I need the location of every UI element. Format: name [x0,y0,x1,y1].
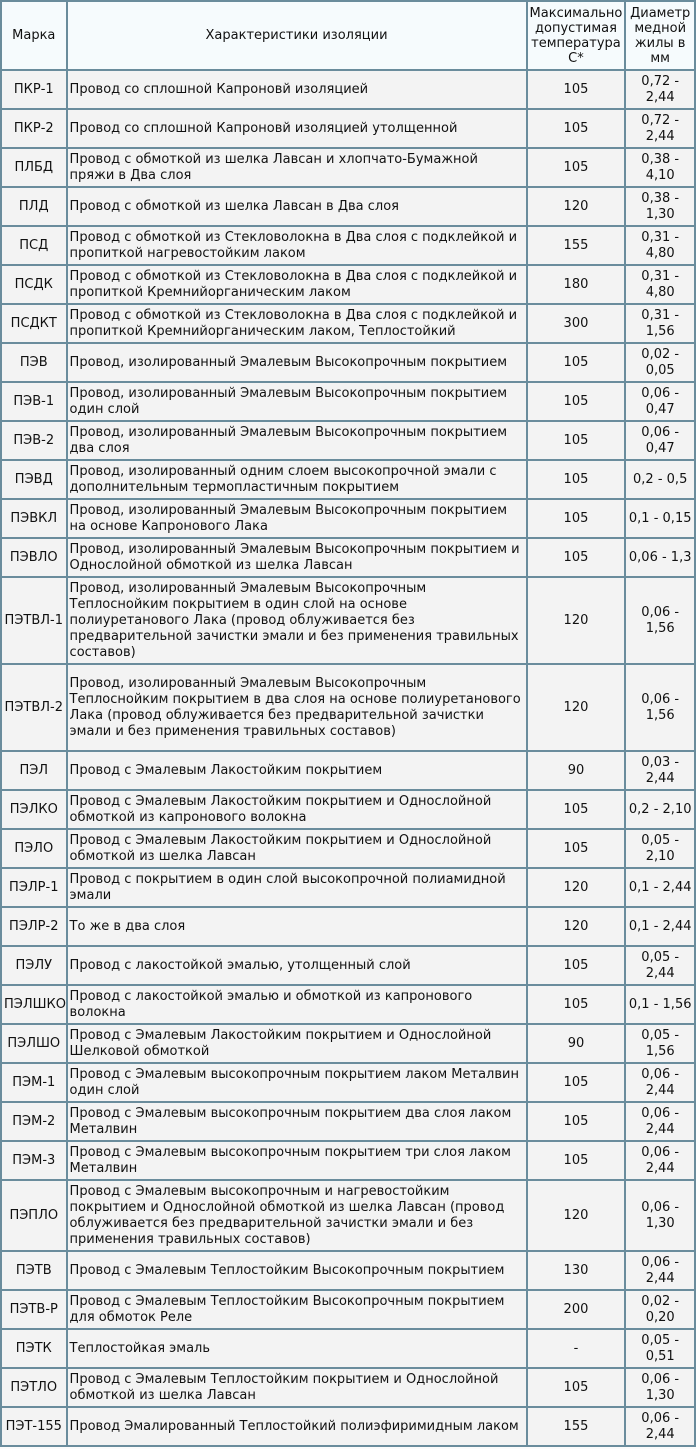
table-row [2,1064,694,1101]
table-row [2,266,694,303]
cell-diameter: 0,1 - 1,56 [626,986,694,1023]
cell-max-temperature: 105 [528,1064,625,1101]
cell-description: Провод, изолированный Эмалевым Высокопрочным покрытием два слоя [68,422,526,459]
cell-max-temperature: 155 [528,227,625,264]
table-row [2,422,694,459]
cell-diameter: 0,31 - 1,56 [626,305,694,342]
cell-description: Провод с обмоткой из шелка Лавсан и хлопчато-Бумажной пряжи в Два слоя [68,149,526,186]
cell-mark: ПЭВ-2 [2,422,66,459]
cell-description: Провод с Эмалевым Лакостойким покрытием и Однослойной обмоткой из капронового волокна [68,791,526,828]
cell-mark: ПЭЛР-1 [2,869,66,906]
cell-max-temperature: 120 [528,665,625,750]
cell-max-temperature: 105 [528,71,625,108]
table-row [2,752,694,789]
cell-mark: ПЭТВЛ-1 [2,578,66,663]
cell-description: Провод с Эмалевым Теплостойким Высокопрочным покрытием для обмоток Реле [68,1291,526,1328]
cell-description: Провод с Эмалевым Теплостойким Высокопрочным покрытием [68,1252,526,1289]
table-row [2,539,694,576]
cell-max-temperature: 120 [528,578,625,663]
table-row [2,1142,694,1179]
cell-description: Провод с Эмалевым Теплостойким покрытием и Однослойной обмоткой из шелка Лавсан [68,1369,526,1406]
cell-max-temperature: 120 [528,908,625,945]
cell-mark: ПЭЛ [2,752,66,789]
cell-max-temperature: 105 [528,1103,625,1140]
header-wire-diameter: Диаметр медной жилы в мм [626,2,694,69]
table-row [2,1408,694,1445]
cell-description: Провод со сплошной Капроновй изоляцией утолщенной [68,110,526,147]
table-row [2,500,694,537]
table-row [2,791,694,828]
cell-mark: ПЛД [2,188,66,225]
cell-max-temperature: 120 [528,869,625,906]
table-row [2,869,694,906]
cell-diameter: 0,1 - 0,15 [626,500,694,537]
cell-mark: ПЭТВ-Р [2,1291,66,1328]
cell-diameter: 0,06 - 1,30 [626,1181,694,1250]
cell-diameter: 0,05 - 2,10 [626,830,694,867]
cell-description: Провод со сплошной Капроновй изоляцией [68,71,526,108]
table-row [2,986,694,1023]
cell-diameter: 0,2 - 0,5 [626,461,694,498]
cell-max-temperature: 105 [528,947,625,984]
cell-max-temperature: 105 [528,383,625,420]
cell-mark: ПЭЛУ [2,947,66,984]
cell-max-temperature: 155 [528,1408,625,1445]
cell-description: Провод с обмоткой из Стекловолокна в Два слоя с подклейкой и пропиткой нагревостойким лаком [68,227,526,264]
cell-diameter: 0,06 - 2,44 [626,1064,694,1101]
cell-diameter: 0,03 - 2,44 [626,752,694,789]
cell-diameter: 0,2 - 2,10 [626,791,694,828]
cell-description: Провод, изолированный Эмалевым Высокопрочным Теплоснойким покрытием в два слоя на основе полиуретанового Лака (провод облуживается без предварительной зачистки эмали и без применения травильных составов) [68,665,526,750]
cell-diameter: 0,1 - 2,44 [626,869,694,906]
cell-mark: ПЭЛКО [2,791,66,828]
table-row [2,1103,694,1140]
table-row [2,1291,694,1328]
table-row [2,1330,694,1367]
cell-mark: ПСДКТ [2,305,66,342]
cell-max-temperature: 105 [528,830,625,867]
table-header-row [2,2,694,69]
cell-description: Провод, изолированный одним слоем высокопрочной эмали с дополнительным термопластичным покрытием [68,461,526,498]
cell-mark: ПЭВД [2,461,66,498]
cell-max-temperature: 130 [528,1252,625,1289]
cell-description: Провод с Эмалевым высокопрочным покрытием три слоя лаком Металвин [68,1142,526,1179]
cell-description: Провод, изолированный Эмалевым Высокопрочным покрытием один слой [68,383,526,420]
cell-diameter: 0,05 - 1,56 [626,1025,694,1062]
cell-description: Провод с Эмалевым Лакостойким покрытием и Однослойной Шелковой обмоткой [68,1025,526,1062]
header-max-temperature: Максимально допустимая температура С* [528,2,625,69]
cell-diameter: 0,1 - 2,44 [626,908,694,945]
cell-description: Провод с обмоткой из Стекловолокна в Два слоя с подклейкой и пропиткой Кремнийорганическим лаком [68,266,526,303]
cell-mark: ПСД [2,227,66,264]
cell-max-temperature: - [528,1330,625,1367]
table-row [2,1252,694,1289]
cell-description: Провод с Эмалевым высокопрочным покрытием два слоя лаком Металвин [68,1103,526,1140]
table-row [2,1369,694,1406]
cell-mark: ПЭЛО [2,830,66,867]
cell-mark: ПЭВЛО [2,539,66,576]
cell-diameter: 0,72 - 2,44 [626,110,694,147]
cell-diameter: 0,38 - 4,10 [626,149,694,186]
table-row [2,461,694,498]
cell-mark: ПКР-1 [2,71,66,108]
cell-mark: ПКР-2 [2,110,66,147]
cell-mark: ПЭПЛО [2,1181,66,1250]
table-row [2,110,694,147]
cell-mark: ПЭТВЛ-2 [2,665,66,750]
cell-diameter: 0,06 - 2,44 [626,1408,694,1445]
table-row [2,305,694,342]
cell-mark: ПЭТЛО [2,1369,66,1406]
cell-diameter: 0,06 - 1,30 [626,1369,694,1406]
cell-max-temperature: 105 [528,1142,625,1179]
cell-diameter: 0,06 - 1,56 [626,578,694,663]
cell-mark: ПЭМ-1 [2,1064,66,1101]
cell-diameter: 0,72 - 2,44 [626,71,694,108]
table-row [2,227,694,264]
cell-max-temperature: 105 [528,539,625,576]
header-mark: Марка [2,2,66,69]
cell-max-temperature: 180 [528,266,625,303]
cell-max-temperature: 200 [528,1291,625,1328]
cell-description: Провод с лакостойкой эмалью, утолщенный слой [68,947,526,984]
cell-max-temperature: 105 [528,500,625,537]
cell-max-temperature: 90 [528,752,625,789]
table-row [2,383,694,420]
cell-mark: ПЭМ-2 [2,1103,66,1140]
cell-description: Провод с Эмалевым Лакостойким покрытием [68,752,526,789]
cell-diameter: 0,38 - 1,30 [626,188,694,225]
cell-max-temperature: 105 [528,1369,625,1406]
cell-max-temperature: 300 [528,305,625,342]
cell-max-temperature: 105 [528,110,625,147]
cell-description: Провод Эмалированный Теплостойкий полиэфиримидным лаком [68,1408,526,1445]
cell-diameter: 0,31 - 4,80 [626,266,694,303]
cell-description: Провод с обмоткой из Стекловолокна в Два слоя с подклейкой и пропиткой Кремнийорганическим лаком, Теплостойкий [68,305,526,342]
cell-mark: ПЭЛШО [2,1025,66,1062]
cell-max-temperature: 90 [528,1025,625,1062]
cell-max-temperature: 105 [528,986,625,1023]
cell-description: Провод с Эмалевым Лакостойким покрытием и Однослойной обмоткой из шелка Лавсан [68,830,526,867]
header-description: Характеристики изоляции [68,2,526,69]
cell-description: Провод, изолированный Эмалевым Высокопрочным покрытием на основе Капронового Лака [68,500,526,537]
table-row [2,947,694,984]
cell-diameter: 0,06 - 1,3 [626,539,694,576]
cell-diameter: 0,06 - 0,47 [626,422,694,459]
cell-mark: ПЭВКЛ [2,500,66,537]
cell-diameter: 0,06 - 0,47 [626,383,694,420]
table-row [2,908,694,945]
cell-description: Провод, изолированный Эмалевым Высокопрочным Теплоснойким покрытием в один слой на основе полиуретанового Лака (провод облуживается без предварительной зачистки эмали и без применения травильных составов) [68,578,526,663]
cell-diameter: 0,05 - 2,44 [626,947,694,984]
cell-diameter: 0,02 - 0,20 [626,1291,694,1328]
table-row [2,665,694,750]
table-row [2,578,694,663]
cell-description: Теплостойкая эмаль [68,1330,526,1367]
table-row [2,344,694,381]
cell-diameter: 0,06 - 1,56 [626,665,694,750]
cell-mark: ПЭТК [2,1330,66,1367]
cell-description: Провод с лакостойкой эмалью и обмоткой из капронового волокна [68,986,526,1023]
cell-mark: ПЭВ-1 [2,383,66,420]
cell-description: Провод с обмоткой из шелка Лавсан в Два слоя [68,188,526,225]
cell-max-temperature: 120 [528,188,625,225]
cell-mark: ПЭМ-3 [2,1142,66,1179]
cell-diameter: 0,06 - 2,44 [626,1142,694,1179]
cell-mark: ПЭТВ [2,1252,66,1289]
cell-diameter: 0,06 - 2,44 [626,1252,694,1289]
cell-description: Провод с покрытием в один слой высокопрочной полиамидной эмали [68,869,526,906]
cell-mark: ПЭТ-155 [2,1408,66,1445]
cell-description: Провод с Эмалевым высокопрочным покрытием лаком Металвин один слой [68,1064,526,1101]
cell-mark: ПЭЛШКО [2,986,66,1023]
cell-max-temperature: 105 [528,344,625,381]
cell-max-temperature: 105 [528,422,625,459]
table-row [2,1025,694,1062]
cell-mark: ПЛБД [2,149,66,186]
table-row [2,188,694,225]
cell-mark: ПЭЛР-2 [2,908,66,945]
cell-diameter: 0,05 - 0,51 [626,1330,694,1367]
cell-description: Провод, изолированный Эмалевым Высокопрочным покрытием [68,344,526,381]
table-row [2,830,694,867]
table-row [2,1181,694,1250]
table-row [2,71,694,108]
cell-description: То же в два слоя [68,908,526,945]
cell-max-temperature: 105 [528,461,625,498]
cell-diameter: 0,06 - 2,44 [626,1103,694,1140]
cell-diameter: 0,31 - 4,80 [626,227,694,264]
cell-diameter: 0,02 - 0,05 [626,344,694,381]
cell-max-temperature: 105 [528,149,625,186]
cell-max-temperature: 105 [528,791,625,828]
cell-max-temperature: 120 [528,1181,625,1250]
cell-mark: ПСДК [2,266,66,303]
cell-mark: ПЭВ [2,344,66,381]
cell-description: Провод, изолированный Эмалевым Высокопрочным покрытием и Однослойной обмоткой из шелка Лавсан [68,539,526,576]
table-row [2,149,694,186]
cell-description: Провод с Эмалевым высокопрочным и нагревостойким покрытием и Однослойной обмоткой из шелка Лавсан (провод облуживается без предварительной зачистки эмали и без применения травильных составов) [68,1181,526,1250]
